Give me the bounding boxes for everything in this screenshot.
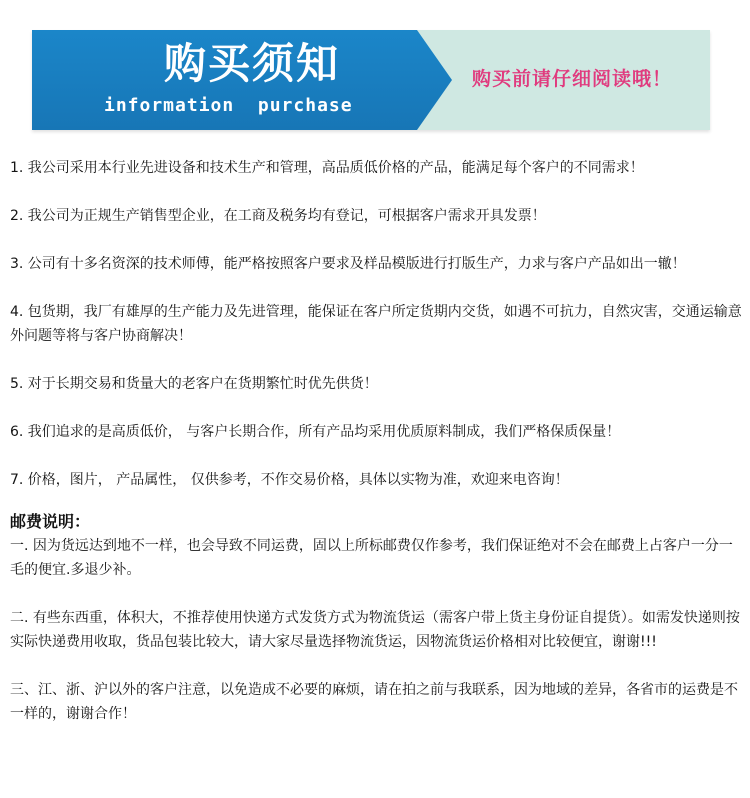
spacer (10, 444, 742, 468)
shipping-item-1: 一. 因为货远达到地不一样，也会导致不同运费，固以上所标邮费仅作参考，我们保证绝对不会在邮费上占客户一分一毛的便宜.多退少补。 (10, 538, 733, 578)
spacer (10, 396, 742, 420)
spacer (10, 276, 742, 300)
notice-item-3: 3. 公司有十多名资深的技术师傅，能严格按照客户要求及样品模版进行打版生产，力求与客户产品如出一辙！ (10, 256, 686, 272)
notice-item-5: 5. 对于长期交易和货量大的老客户在货期繁忙时优先供货！ (10, 376, 378, 392)
notice-item-2: 2. 我公司为正规生产销售型企业，在工商及税务均有登记，可根据客户需求开具发票！ (10, 208, 546, 224)
spacer (10, 654, 742, 678)
banner-title: 购买须知 (163, 39, 340, 88)
shipping-heading: 邮费说明： (10, 512, 91, 531)
notice-content (10, 156, 742, 726)
notice-item-6: 6. 我们追求的是高质低价， 与客户长期合作，所有产品均采用优质原料制成，我们严格保质保量！ (10, 424, 621, 440)
shipping-item-2: 二. 有些东西重，体积大，不推荐使用快递方式发货方式为物流货运（需客户带上货主身份证自提货）。如需发快递则按实际快递费用收取，货品包装比较大，请大家尽量选择物流货运，因物流货运价格相对比较便宜，谢谢!!! (10, 610, 740, 650)
purchase-notice-banner (32, 30, 710, 130)
notice-item-7: 7. 价格，图片， 产品属性， 仅供参考，不作交易价格，具体以实物为准，欢迎来电咨询！ (10, 472, 569, 488)
shipping-item-3: 三、江、浙、沪以外的客户注意，以免造成不必要的麻烦，请在拍之前与我联系，因为地域的差异，各省市的运费是不一样的，谢谢合作！ (10, 682, 738, 722)
notice-item-4: 4. 包货期，我厂有雄厚的生产能力及先进管理，能保证在客户所定货期内交货，如遇不可抗力，自然灾害，交通运输意外问题等将与客户协商解决！ (10, 304, 742, 344)
spacer (10, 582, 742, 606)
spacer (10, 228, 742, 252)
banner-reading-note: 购买前请仔细阅读哦！ (472, 68, 673, 90)
spacer (10, 348, 742, 372)
notice-item-1: 1. 我公司采用本行业先进设备和技术生产和管理，高品质低价格的产品，能满足每个客户的不同需求！ (10, 160, 644, 176)
spacer (10, 180, 742, 204)
banner-subtitle: information purchase (104, 95, 353, 116)
spacer (10, 492, 742, 510)
